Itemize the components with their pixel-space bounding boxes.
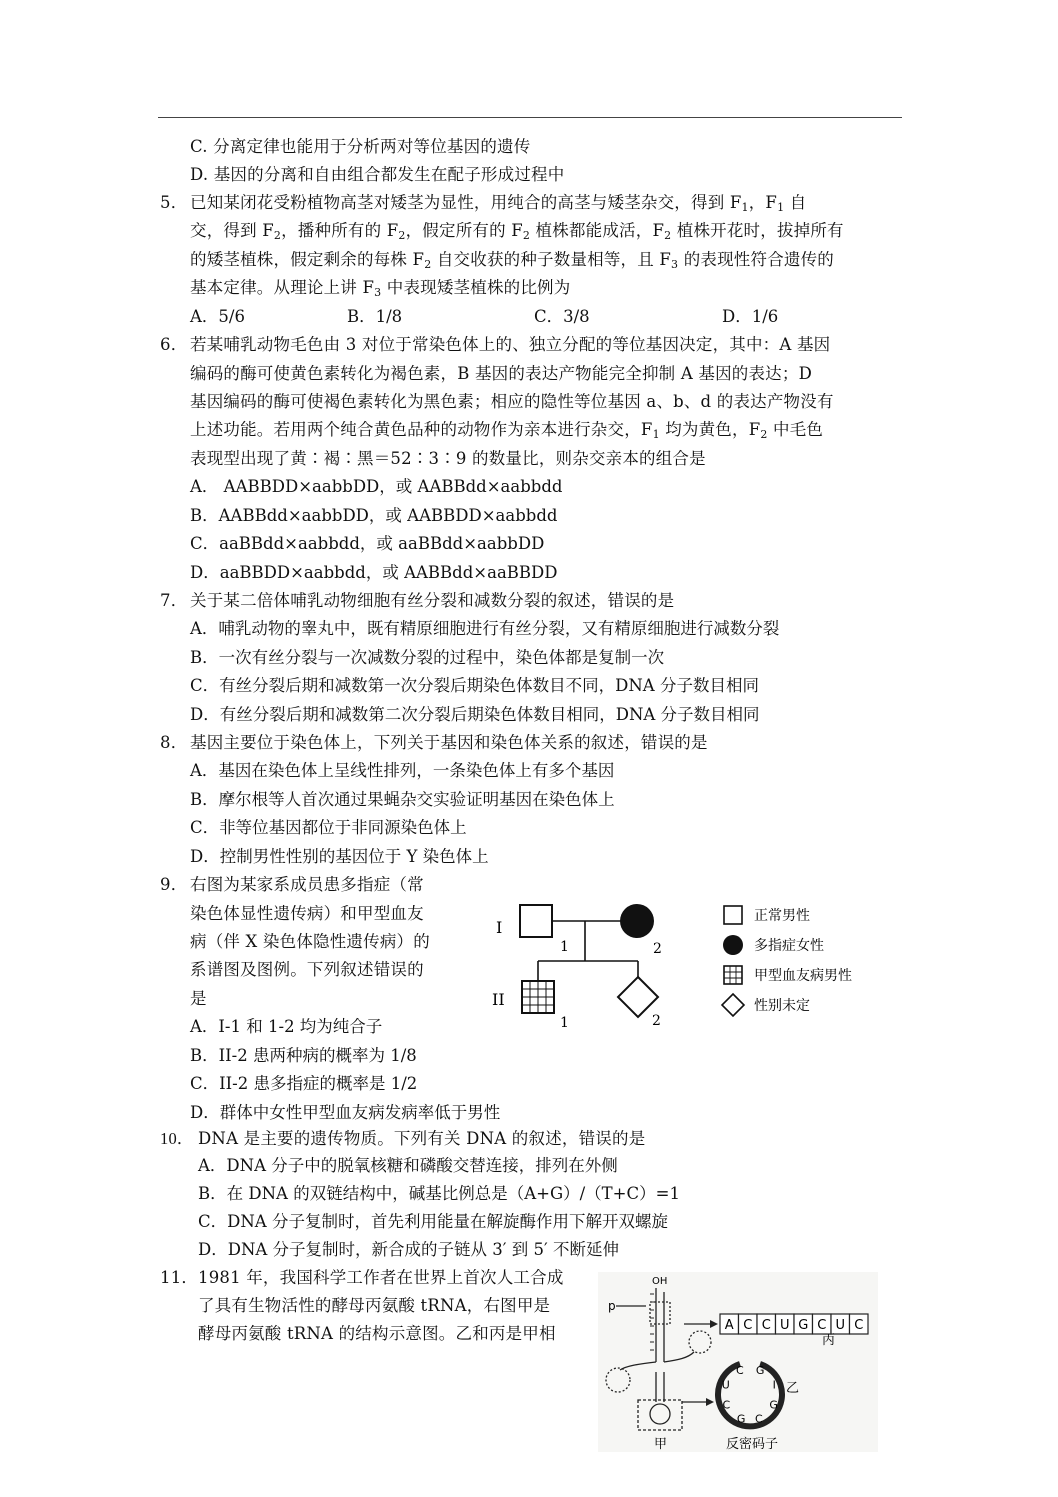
q9-option-b: B．II-2 患两种病的概率为 1/8 xyxy=(190,1046,417,1065)
q9-option-a: A．I-1 和 1-2 均为纯合子 xyxy=(190,1017,383,1036)
q9-option-d: D．群体中女性甲型血友病发病率低于男性 xyxy=(190,1103,501,1122)
q10-stem: DNA 是主要的遗传物质。下列有关 DNA 的叙述，错误的是 xyxy=(198,1129,646,1148)
trna-seq-base: C xyxy=(854,1318,864,1333)
q7-option-b: B．一次有丝分裂与一次减数分裂的过程中，染色体都是复制一次 xyxy=(190,648,665,667)
q6-line-4: 上述功能。若用两个纯合黄色品种的动物作为亲本进行杂交，$F_1$ 均为黄色，$F_2$ 中毛色 xyxy=(190,420,824,441)
q6-line-3: 基因编码的酶可使褐色素转化为黑色素；相应的隐性等位基因 a、b、d 的表达产物没有 xyxy=(190,392,834,411)
q4-option-d: D. 基因的分离和自由组合都发生在配子形成过程中 xyxy=(190,165,565,184)
q8-option-a: A．基因在染色体上呈线性排列，一条染色体上有多个基因 xyxy=(190,761,615,780)
pedigree-I2-number: 2 xyxy=(653,941,662,957)
pedigree-II1-hemophilia-male xyxy=(522,981,554,1013)
q7-stem: 关于某二倍体哺乳动物细胞有丝分裂和减数分裂的叙述，错误的是 xyxy=(190,591,675,610)
q7-option-c: C．有丝分裂后期和减数第一次分裂后期染色体数目不同，DNA 分子数目相同 xyxy=(190,676,759,695)
q7-option-a: A．哺乳动物的睾丸中，既有精原细胞进行有丝分裂，又有精原细胞进行减数分裂 xyxy=(190,619,780,638)
q11-line-1: 1981 年，我国科学工作者在世界上首次人工合成 xyxy=(198,1268,564,1287)
trna-p-label: p xyxy=(608,1299,616,1313)
header-rule xyxy=(158,117,902,118)
trna-loop-base: G xyxy=(736,1412,746,1426)
q5-option-c: C．3/8 xyxy=(534,307,590,326)
q8-stem: 基因主要位于染色体上，下列关于基因和染色体关系的叙述，错误的是 xyxy=(190,733,708,752)
legend-polydactyly-female: 多指症女性 xyxy=(754,938,824,954)
q5-option-a: A．5/6 xyxy=(190,307,245,326)
q11-number: 11． xyxy=(160,1268,199,1287)
q5-line-2: 交，得到 $F_2$，播种所有的 $F_2$，假定所有的 $F_2$ 植株都能成活，$F_2$ 植株开花时，拔掉所有 xyxy=(190,221,844,242)
trna-loop-base: C xyxy=(722,1398,731,1412)
pedigree-I1-number: 1 xyxy=(560,939,569,955)
q10-option-d: D．DNA 分子复制时，新合成的子链从 3′ 到 5′ 不断延伸 xyxy=(198,1240,620,1259)
q9-line-3: 病（伴 X 染色体隐性遗传病）的 xyxy=(190,932,430,951)
legend-affected-female-symbol xyxy=(723,935,743,955)
q4-option-c: C. 分离定律也能用于分析两对等位基因的遗传 xyxy=(190,137,531,156)
legend-hemophilia-male-symbol xyxy=(724,966,742,984)
trna-bing-sequence xyxy=(720,1314,868,1334)
trna-seq-base: U xyxy=(779,1318,790,1333)
q8-option-c: C．非等位基因都位于非同源染色体上 xyxy=(190,818,467,837)
pedigree-II1-number: 1 xyxy=(560,1015,569,1031)
trna-seq-base: U xyxy=(835,1318,846,1333)
trna-loop-base: C xyxy=(736,1364,744,1377)
q6-line-1: 若某哺乳动物毛色由 3 对位于常染色体上的、独立分配的等位基因决定，其中：A 基因 xyxy=(190,335,831,354)
legend-normal-male: 正常男性 xyxy=(754,908,810,924)
trna-loop-base: C xyxy=(755,1412,763,1426)
q6-option-d: D．aaBBDD×aabbdd，或 AABBdd×aaBBDD xyxy=(190,563,558,582)
q5-option-b: B．1/8 xyxy=(347,307,403,326)
q9-line-1: 右图为某家系成员患多指症（常 xyxy=(190,875,424,894)
q6-number: 6． xyxy=(160,335,188,354)
q7-number: 7． xyxy=(160,591,188,610)
trna-seq-base: C xyxy=(761,1318,771,1333)
legend-hemophilia-male: 甲型血友病男性 xyxy=(754,968,852,984)
q6-line-5: 表现型出现了黄∶褐∶黑＝52∶3∶9 的数量比，则杂交亲本的组合是 xyxy=(190,449,706,468)
trna-oh-label: OH xyxy=(652,1276,668,1287)
q7-option-d: D．有丝分裂后期和减数第二次分裂后期染色体数目相同，DNA 分子数目相同 xyxy=(190,705,760,724)
q5-line-1: 已知某闭花受粉植物高茎对矮茎为显性，用纯合的高茎与矮茎杂交，得到 $F_1$，$F_1$ 自 xyxy=(190,193,807,214)
pedigree-I1-normal-male xyxy=(520,905,552,937)
q10-option-b: B．在 DNA 的双链结构中，碱基比例总是（A+G）/（T+C）=1 xyxy=(198,1184,680,1203)
trna-figure xyxy=(598,1272,878,1452)
legend-undetermined-sex: 性别未定 xyxy=(754,998,810,1014)
trna-bing-label: 丙 xyxy=(822,1333,836,1348)
trna-yi-label: 乙 xyxy=(786,1381,800,1396)
q6-option-b: B．AABBdd×aabbDD，或 AABBDD×aabbdd xyxy=(190,506,558,525)
trna-loop-base: U xyxy=(721,1378,730,1392)
trna-loop-base: I xyxy=(772,1378,776,1392)
q9-line-5: 是 xyxy=(190,989,207,1008)
q9-number: 9． xyxy=(160,875,188,894)
q9-line-2: 染色体显性遗传病）和甲型血友 xyxy=(190,904,424,923)
trna-loop-base: G xyxy=(755,1364,765,1377)
q5-number: 5． xyxy=(160,193,188,212)
trna-seq-base: A xyxy=(724,1318,734,1333)
q11-line-3: 酵母丙氨酸 tRNA 的结构示意图。乙和丙是甲相 xyxy=(198,1324,556,1343)
trna-seq-base: C xyxy=(743,1318,753,1333)
pedigree-figure xyxy=(486,895,866,1035)
legend-undetermined-symbol xyxy=(722,994,744,1016)
q9-option-c: C．II-2 患多指症的概率是 1/2 xyxy=(190,1074,418,1093)
trna-loop-base: G xyxy=(769,1398,778,1412)
q6-option-a: A． AABBDD×aabbDD，或 AABBdd×aabbdd xyxy=(190,477,563,496)
legend-normal-male-symbol xyxy=(724,906,742,924)
q10-option-a: A．DNA 分子中的脱氧核糖和磷酸交替连接，排列在外侧 xyxy=(198,1156,618,1175)
pedigree-gen-2-label: II xyxy=(492,990,505,1009)
q8-option-b: B．摩尔根等人首次通过果蝇杂交实验证明基因在染色体上 xyxy=(190,790,615,809)
q9-line-4: 系谱图及图例。下列叙述错误的 xyxy=(190,960,424,979)
q6-option-c: C．aaBBdd×aabbdd，或 aaBBdd×aabbDD xyxy=(190,534,545,553)
trna-seq-base: C xyxy=(817,1318,827,1333)
q5-option-d: D．1/6 xyxy=(722,307,779,326)
pedigree-II2-undetermined-sex xyxy=(618,977,658,1017)
trna-seq-base: G xyxy=(798,1318,809,1333)
trna-anticodon-label: 反密码子 xyxy=(726,1437,779,1452)
q8-number: 8． xyxy=(160,733,188,752)
pedigree-II2-number: 2 xyxy=(652,1013,661,1029)
q11-line-2: 了具有生物活性的酵母丙氨酸 tRNA，右图甲是 xyxy=(198,1296,551,1315)
q5-line-4: 基本定律。从理论上讲 $F_3$ 中表现矮茎植株的比例为 xyxy=(190,278,571,299)
trna-jia-label: 甲 xyxy=(654,1437,668,1452)
q8-option-d: D．控制男性性别的基因位于 Y 染色体上 xyxy=(190,847,489,866)
q10-number: 10． xyxy=(160,1129,194,1148)
q6-line-2: 编码的酶可使黄色素转化为褐色素，B 基因的表达产物能完全抑制 A 基因的表达；D xyxy=(190,364,813,383)
q10-option-c: C．DNA 分子复制时，首先利用能量在解旋酶作用下解开双螺旋 xyxy=(198,1212,668,1231)
q5-line-3: 的矮茎植株，假定剩余的每株 $F_2$ 自交收获的种子数量相等，且 $F_3$ 的表现性符合遗传的 xyxy=(190,250,834,271)
pedigree-I2-affected-female xyxy=(620,904,654,938)
pedigree-gen-1-label: I xyxy=(496,918,503,937)
